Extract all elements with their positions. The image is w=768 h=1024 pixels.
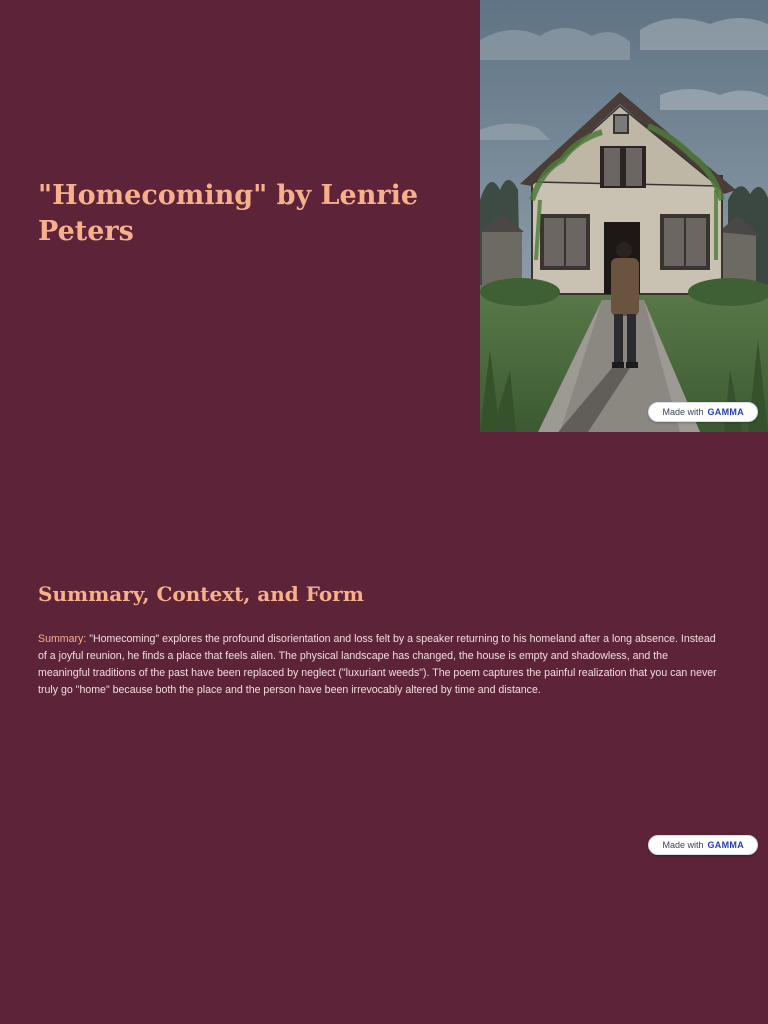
summary-text: "Homecoming" explores the profound disorientation and loss felt by a speaker returning to his homeland after a long absence. Instead of a joyful reunion, he finds a place that feels alien. The physical landscape has changed, the house is empty and shadowless, and the meaningful traditions of the past have been replaced by neglect ("luxuriant weeds"). The poem captures the painful realization that you can never truly go "home" because both the place and the person have been irrevocably altered by time and distance. [38, 633, 717, 696]
summary-paragraph [38, 631, 722, 699]
made-with-gamma-badge[interactable] [648, 835, 758, 855]
gamma-logo: GAMMA [707, 407, 744, 417]
presentation-title: "Homecoming" by Lenrie Peters [38, 180, 419, 247]
summary-label: Summary: [38, 633, 87, 645]
badge-prefix: Made with [662, 840, 704, 850]
section-heading: Summary, Context, and Form [38, 582, 364, 606]
abandoned-house-illustration [480, 0, 768, 432]
gamma-logo: GAMMA [707, 840, 744, 850]
made-with-gamma-badge[interactable] [648, 402, 758, 422]
badge-prefix: Made with [662, 407, 704, 417]
slide-summary [0, 432, 768, 1024]
slide-title [0, 0, 768, 432]
